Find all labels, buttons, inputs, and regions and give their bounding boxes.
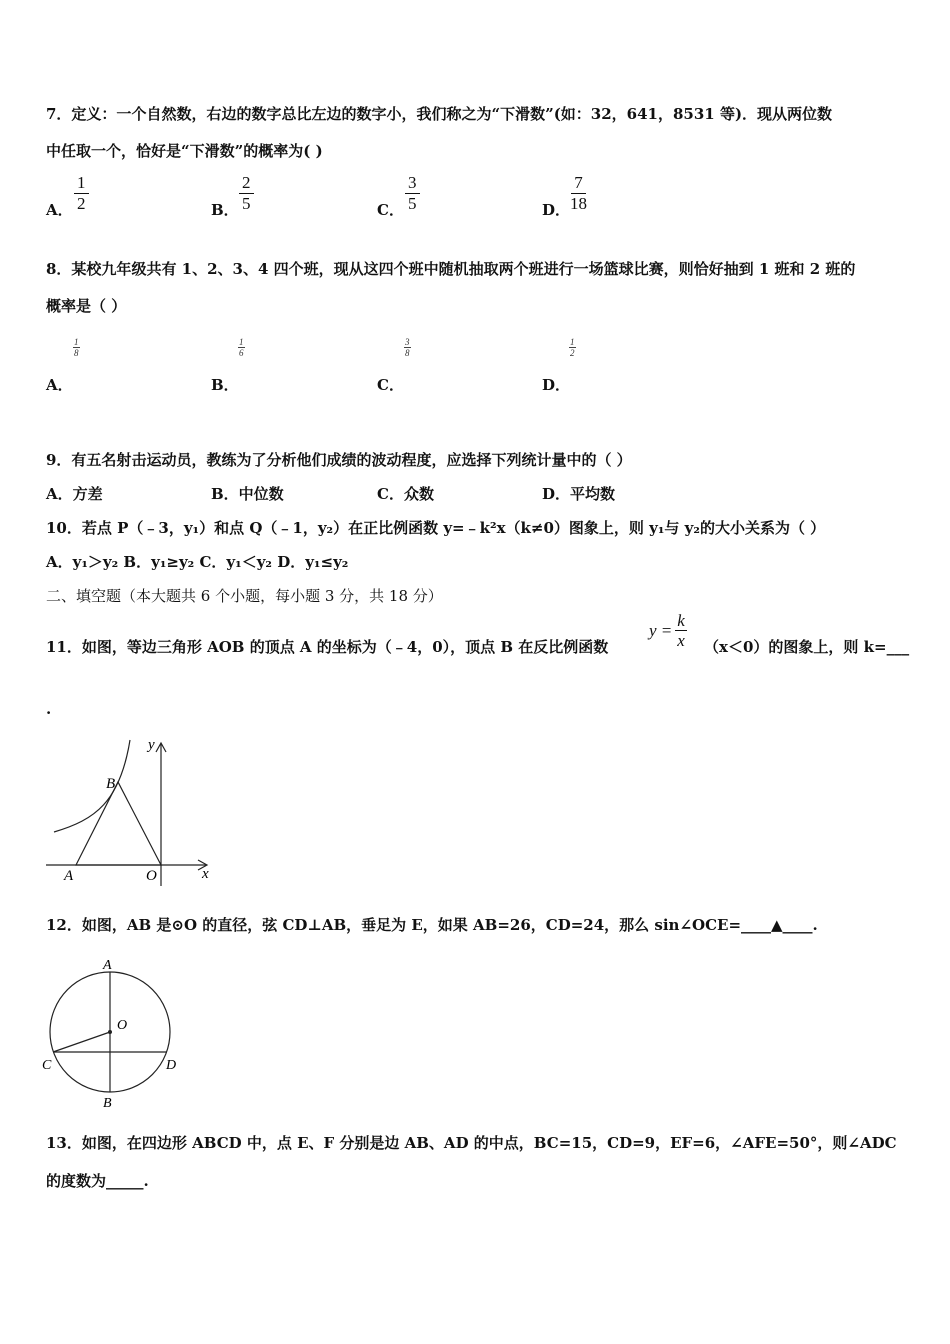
q11-label-a: A	[64, 868, 74, 884]
q11-stem-continuation: .	[46, 700, 52, 718]
section-2-heading: 二、填空题（本大题共 6 个小题，每小题 3 分，共 18 分）	[46, 587, 443, 605]
q8-option-c-den: 8	[405, 348, 410, 358]
q8-option-d-label: D．	[542, 376, 571, 394]
q8-option-c-fraction	[404, 338, 411, 358]
q11-figure	[40, 732, 220, 892]
q7-option-a-label: A．	[46, 201, 73, 219]
q8-stem-line1: 8．某校九年级共有 1、2、3、4 四个班，现从这四个班中随机抽取两个班进行一场篮球比赛，则恰好抽到 1 班和 2 班的	[46, 260, 856, 278]
q12-segment-oc	[53, 1032, 110, 1052]
q11-stem-after: （x＜0）的图象上，则 k=___	[704, 638, 910, 656]
q13-stem-line2: 的度数为_____.	[46, 1172, 149, 1190]
q8-option-a-den: 8	[74, 348, 79, 358]
q7-stem-line2: 中任取一个，恰好是“下滑数”的概率为( )	[46, 142, 323, 160]
q12-label-o: O	[117, 1018, 128, 1033]
q8-stem-line2: 概率是（ ）	[46, 297, 127, 315]
q11-label-x: x	[202, 866, 209, 882]
q9-option-a: A．方差	[46, 485, 103, 503]
q7-option-b-fraction	[239, 174, 254, 213]
q7-option-d-fraction	[570, 174, 587, 213]
q12-stem: 12．如图，AB 是⊙O 的直径，弦 CD⊥AB，垂足为 E，如果 AB=26，CD=24，那么 sin∠OCE=____▲____.	[46, 916, 818, 934]
q8-option-b-fraction	[238, 338, 245, 358]
q10-stem: 10．若点 P（﹣3，y₁）和点 Q（﹣1，y₂）在正比例函数 y=﹣k²x（k≠0）图象上，则 y₁与 y₂的大小关系为（ ）	[46, 519, 826, 537]
q7-option-c-label: C．	[377, 201, 404, 219]
q8-option-a-num: 1	[74, 337, 79, 347]
q12-label-a: A	[103, 958, 112, 973]
q9-option-b: B．中位数	[211, 485, 284, 503]
q11-hyperbola-curve	[54, 740, 130, 832]
q8-option-c-num: 3	[405, 337, 410, 347]
q12-label-b: B	[103, 1096, 112, 1111]
q7-option-c-den: 5	[408, 194, 417, 213]
q9-stem: 9．有五名射击运动员，教练为了分析他们成绩的波动程度，应选择下列统计量中的（ ）	[46, 451, 632, 469]
q12-label-d: D	[166, 1058, 177, 1073]
q7-option-a-den: 2	[77, 194, 86, 213]
q11-label-y: y	[148, 737, 155, 753]
q11-formula-num: k	[677, 611, 685, 630]
q8-option-c-label: C．	[377, 376, 404, 394]
q12-label-c: C	[42, 1058, 52, 1073]
q8-option-d-num: 1	[570, 337, 575, 347]
q7-option-b-num: 2	[239, 174, 254, 194]
q8-option-d-fraction	[569, 338, 576, 358]
q10-options: A．y₁＞y₂ B．y₁≥y₂ C．y₁＜y₂ D．y₁≤y₂	[46, 553, 349, 571]
q11-triangle-aob	[76, 782, 161, 865]
q7-option-c-fraction	[405, 174, 420, 213]
q7-option-d-label: D．	[542, 201, 571, 219]
q11-label-o: O	[146, 868, 157, 884]
q11-stem-before: 11．如图，等边三角形 AOB 的顶点 A 的坐标为（﹣4，0），顶点 B 在反比例函数	[46, 638, 609, 656]
q7-option-a-fraction	[74, 174, 89, 213]
q8-option-d-den: 2	[570, 348, 575, 358]
q12-center-dot	[108, 1030, 112, 1034]
q7-option-b-den: 5	[242, 194, 251, 213]
q11-formula-fraction	[675, 612, 687, 650]
q11-formula-den: x	[677, 631, 685, 650]
q9-option-c: C．众数	[377, 485, 434, 503]
q11-formula-lhs: y =	[649, 621, 673, 640]
q7-option-b-label: B．	[211, 201, 239, 219]
q7-option-d-den: 18	[570, 194, 587, 213]
q8-option-b-num: 1	[239, 337, 244, 347]
q8-option-b-label: B．	[211, 376, 239, 394]
q7-option-d-num: 7	[571, 174, 586, 194]
q7-option-a-num: 1	[74, 174, 89, 194]
q7-stem-line1: 7．定义：一个自然数，右边的数字总比左边的数字小，我们称之为“下滑数”(如：32，641，8531 等)．现从两位数	[46, 105, 833, 123]
q11-label-b: B	[106, 776, 116, 792]
q7-option-c-num: 3	[405, 174, 420, 194]
q13-stem-line1: 13．如图，在四边形 ABCD 中，点 E、F 分别是边 AB、AD 的中点，BC=15，CD=9，EF=6，∠AFE=50°，则∠ADC	[46, 1134, 897, 1152]
q9-option-d: D．平均数	[542, 485, 616, 503]
q12-figure	[40, 955, 190, 1115]
q8-option-b-den: 6	[239, 348, 244, 358]
q8-option-a-fraction	[73, 338, 80, 358]
q11-formula	[649, 612, 687, 650]
q8-option-a-label: A．	[46, 376, 73, 394]
